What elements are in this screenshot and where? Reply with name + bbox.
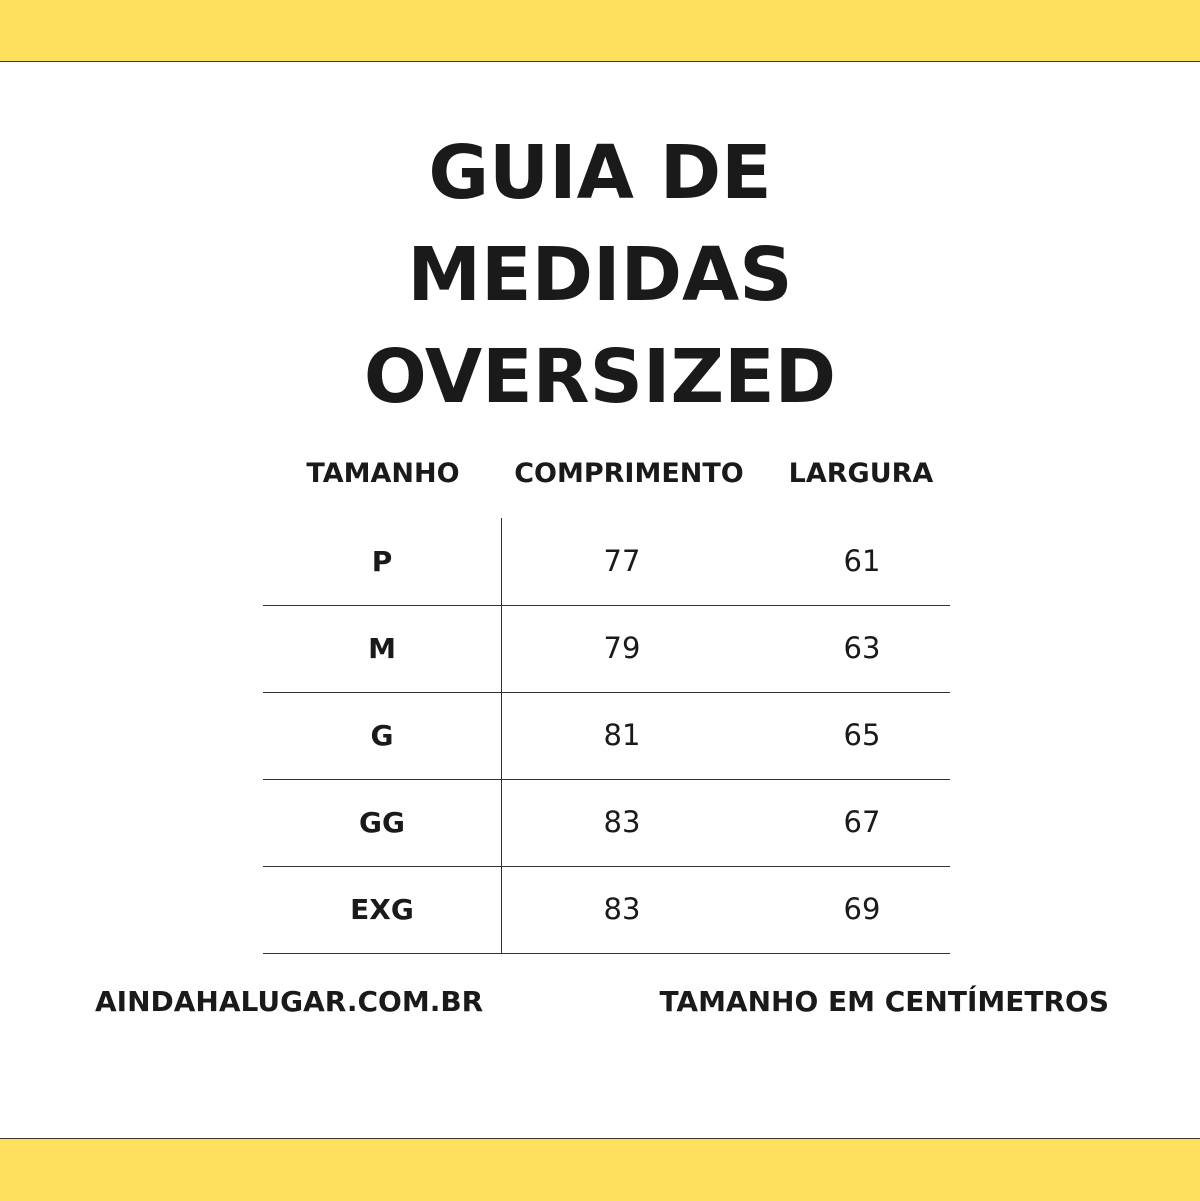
width-cell: 65 (843, 718, 881, 752)
table-row (263, 866, 950, 954)
column-header-width: LARGURA (788, 458, 934, 489)
width-cell: 61 (843, 544, 881, 578)
length-cell: 77 (603, 544, 641, 578)
top-yellow-band (0, 0, 1200, 62)
website-url: AINDAHALUGAR.COM.BR (95, 985, 484, 1018)
width-cell: 69 (843, 892, 881, 926)
size-cell: EXG (350, 893, 414, 926)
bottom-yellow-band (0, 1138, 1200, 1201)
page-title-line-1: GUIA DE (428, 130, 772, 216)
column-divider (501, 518, 502, 954)
table-row (263, 605, 950, 693)
table-row (263, 779, 950, 867)
length-cell: 79 (603, 631, 641, 665)
page-title-line-3: OVERSIZED (363, 334, 837, 420)
width-cell: 67 (843, 805, 881, 839)
length-cell: 83 (603, 805, 641, 839)
unit-note: TAMANHO EM CENTÍMETROS (659, 985, 1109, 1018)
size-cell: G (370, 719, 394, 752)
page-title-line-2: MEDIDAS (407, 232, 793, 318)
column-header-length: COMPRIMENTO (514, 458, 744, 489)
column-header-size: TAMANHO (306, 458, 460, 489)
size-cell: M (368, 632, 396, 665)
width-cell: 63 (843, 631, 881, 665)
size-cell: P (371, 545, 393, 578)
table-row (263, 692, 950, 780)
table-row (263, 518, 950, 606)
size-cell: GG (359, 806, 405, 839)
length-cell: 81 (603, 718, 641, 752)
length-cell: 83 (603, 892, 641, 926)
